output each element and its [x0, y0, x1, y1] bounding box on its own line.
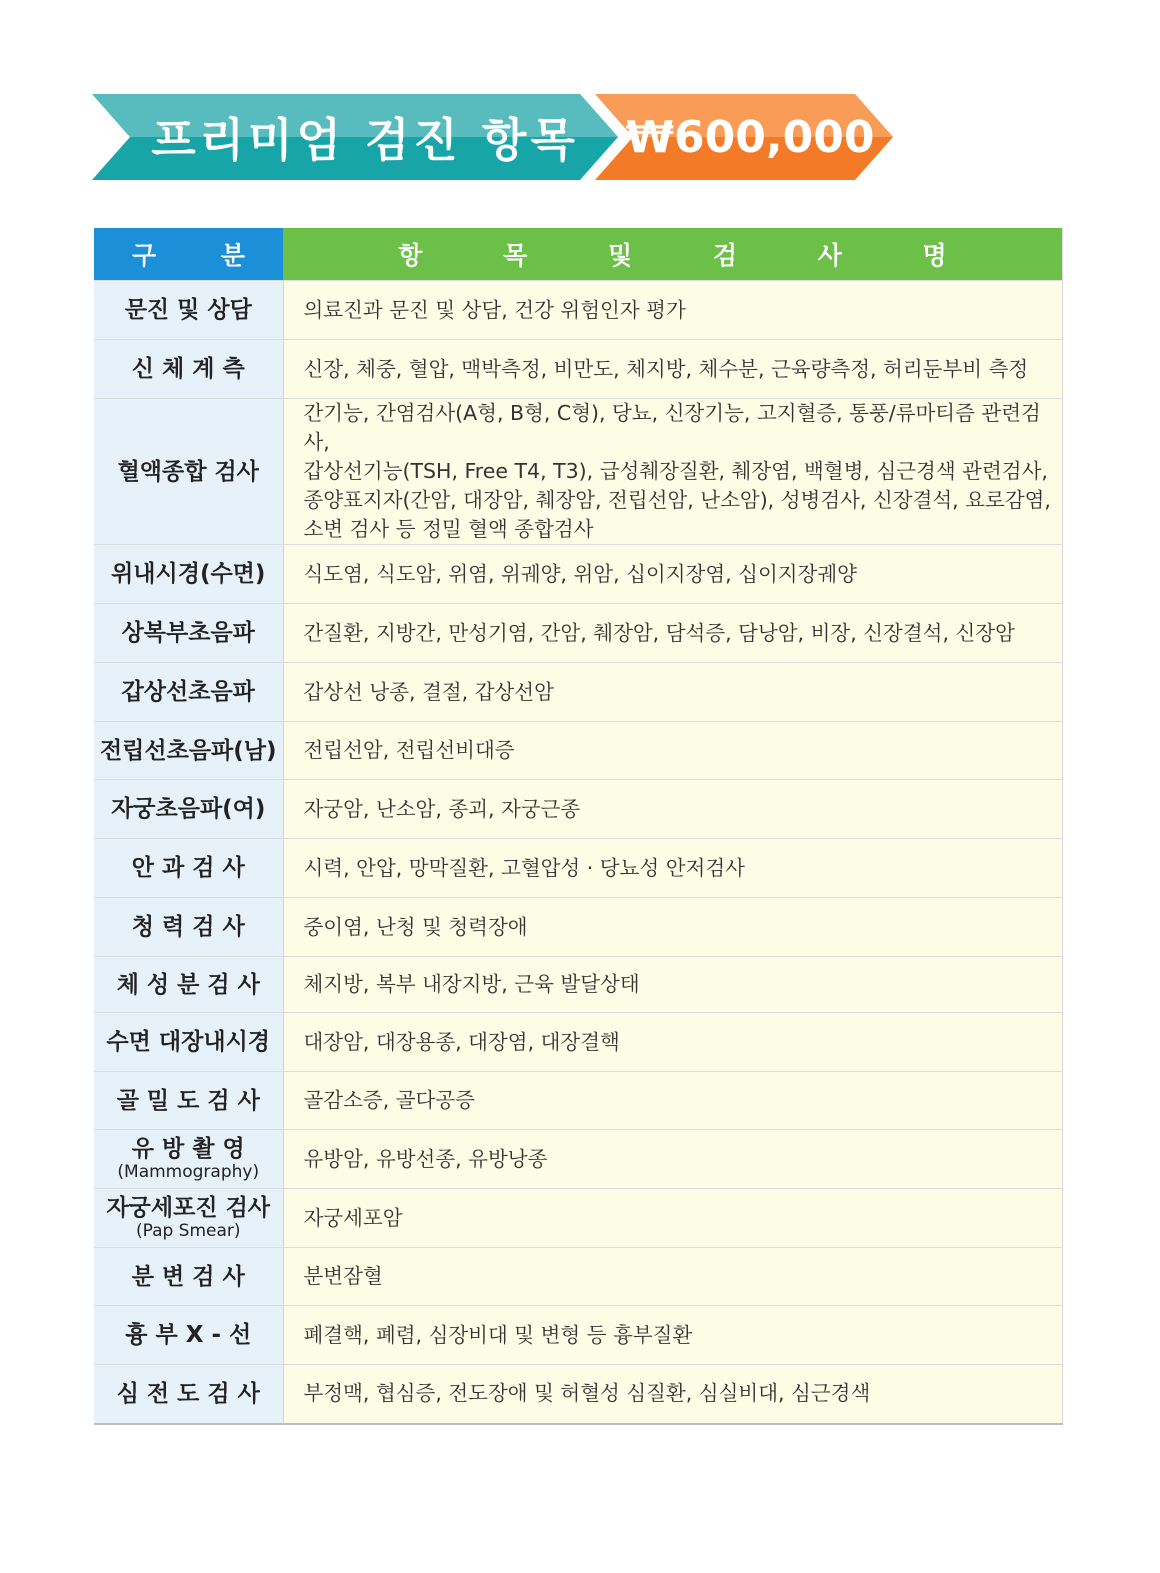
- banner-price: ₩600,000: [625, 111, 875, 163]
- row-category: [94, 898, 283, 957]
- row-category: [94, 1189, 283, 1248]
- row-items: 중이염, 난청 및 청력장애: [283, 898, 1063, 957]
- row-category-label: 수면 대장내시경: [106, 1029, 271, 1055]
- row-category: [94, 1248, 283, 1306]
- row-category-label: 심 전 도 검 사: [116, 1380, 260, 1407]
- row-category: [94, 545, 283, 604]
- row-items: 유방암, 유방선종, 유방낭종: [283, 1130, 1063, 1189]
- table-row: [94, 1365, 1063, 1424]
- table-header-row: [94, 228, 1063, 281]
- row-items: 자궁세포암: [283, 1189, 1063, 1248]
- row-category-sublabel: (Pap Smear): [135, 1221, 241, 1241]
- row-category: [94, 1306, 283, 1365]
- row-items: 식도염, 식도암, 위염, 위궤양, 위암, 십이지장염, 십이지장궤양: [283, 545, 1063, 604]
- row-items: 자궁암, 난소암, 종괴, 자궁근종: [283, 780, 1063, 839]
- row-category-label: 안 과 검 사: [131, 855, 245, 881]
- row-category-label: 위내시경(수면): [111, 561, 266, 587]
- table-row: [94, 281, 1063, 340]
- table-row: [94, 1013, 1063, 1072]
- row-category-label: 체 성 분 검 사: [116, 971, 260, 998]
- row-category: [94, 663, 283, 722]
- row-items: 골감소증, 골다공증: [283, 1072, 1063, 1130]
- table-row: [94, 1189, 1063, 1248]
- row-category-label: 골 밀 도 검 사: [116, 1087, 260, 1114]
- row-category: [94, 281, 283, 340]
- row-items-line: 소변 검사 등 정밀 혈액 종합검사: [303, 517, 594, 541]
- row-category-label: 신 체 계 측: [131, 356, 245, 382]
- row-items: 신장, 체중, 혈압, 맥박측정, 비만도, 체지방, 체수분, 근육량측정, 허리둔부비 측정: [283, 340, 1063, 399]
- row-category: [94, 957, 283, 1013]
- table-row: [94, 957, 1063, 1013]
- table-row: [94, 663, 1063, 722]
- table-row: [94, 545, 1063, 604]
- row-items: 체지방, 복부 내장지방, 근육 발달상태: [283, 957, 1063, 1013]
- row-items: [283, 399, 1063, 545]
- table-row: [94, 1072, 1063, 1130]
- row-category-label: 상복부초음파: [121, 620, 255, 646]
- title-banner: [0, 0, 1160, 200]
- table-row: [94, 1306, 1063, 1365]
- row-items: 분변잠혈: [283, 1248, 1063, 1306]
- row-category-sublabel: (Mammography): [117, 1162, 260, 1182]
- table-row: [94, 399, 1063, 545]
- exam-items-table: [94, 228, 1063, 1425]
- table-body: [94, 281, 1063, 1424]
- row-category: [94, 1365, 283, 1424]
- row-items: 전립선암, 전립선비대증: [283, 722, 1063, 780]
- row-category: [94, 1072, 283, 1130]
- row-category-label: 자궁세포진 검사: [106, 1195, 271, 1221]
- row-items-line: 종양표지자(간암, 대장암, 췌장암, 전립선암, 난소암), 성병검사, 신장결석, 요로감염,: [303, 488, 1051, 512]
- row-category-label: 유 방 촬 영: [131, 1136, 245, 1162]
- row-category-label: 전립선초음파(남): [99, 737, 277, 764]
- row-items-line: 갑상선기능(TSH, Free T4, T3), 급성췌장질환, 췌장염, 백혈병, 심근경색 관련검사,: [303, 459, 1048, 483]
- row-category: [94, 399, 283, 545]
- banner-title: 프리미엄 검진 항목: [151, 113, 579, 167]
- row-category-label: 흉 부 X - 선: [125, 1322, 252, 1348]
- table-row: [94, 1248, 1063, 1306]
- row-items: 폐결핵, 폐렴, 심장비대 및 변형 등 흉부질환: [283, 1306, 1063, 1365]
- header-items: 항 목 및 검 사 명: [283, 228, 1063, 281]
- table-row: [94, 340, 1063, 399]
- row-category: [94, 780, 283, 839]
- row-category: [94, 1013, 283, 1072]
- table-row: [94, 780, 1063, 839]
- row-category-label: 문진 및 상담: [124, 297, 252, 323]
- row-items: 부정맥, 협심증, 전도장애 및 허혈성 심질환, 심실비대, 심근경색: [283, 1365, 1063, 1424]
- row-items: 간질환, 지방간, 만성기염, 간암, 췌장암, 담석증, 담낭암, 비장, 신장결석, 신장암: [283, 604, 1063, 663]
- table-row: [94, 898, 1063, 957]
- row-items: 시력, 안압, 망막질환, 고혈압성 · 당뇨성 안저검사: [283, 839, 1063, 898]
- row-items-line: 간기능, 간염검사(A형, B형, C형), 당뇨, 신장기능, 고지혈증, 통풍/류마티즘 관련검사,: [303, 401, 1041, 454]
- row-items: 의료진과 문진 및 상담, 건강 위험인자 평가: [283, 281, 1063, 340]
- row-category: [94, 722, 283, 780]
- table-row: [94, 722, 1063, 780]
- table-row: [94, 604, 1063, 663]
- row-category-label: 분 변 검 사: [131, 1263, 245, 1290]
- row-category: [94, 340, 283, 399]
- row-category-label: 혈액종합 검사: [117, 458, 259, 485]
- row-items: 갑상선 낭종, 결절, 갑상선암: [283, 663, 1063, 722]
- row-category: [94, 604, 283, 663]
- row-category: [94, 1130, 283, 1189]
- row-category-label: 자궁초음파(여): [111, 796, 266, 822]
- row-items: 대장암, 대장용종, 대장염, 대장결핵: [283, 1013, 1063, 1072]
- row-category-label: 갑상선초음파: [121, 679, 255, 705]
- table-row: [94, 1130, 1063, 1189]
- row-category: [94, 839, 283, 898]
- header-category: 구 분: [94, 228, 283, 281]
- table-row: [94, 839, 1063, 898]
- row-category-label: 청 력 검 사: [131, 914, 245, 940]
